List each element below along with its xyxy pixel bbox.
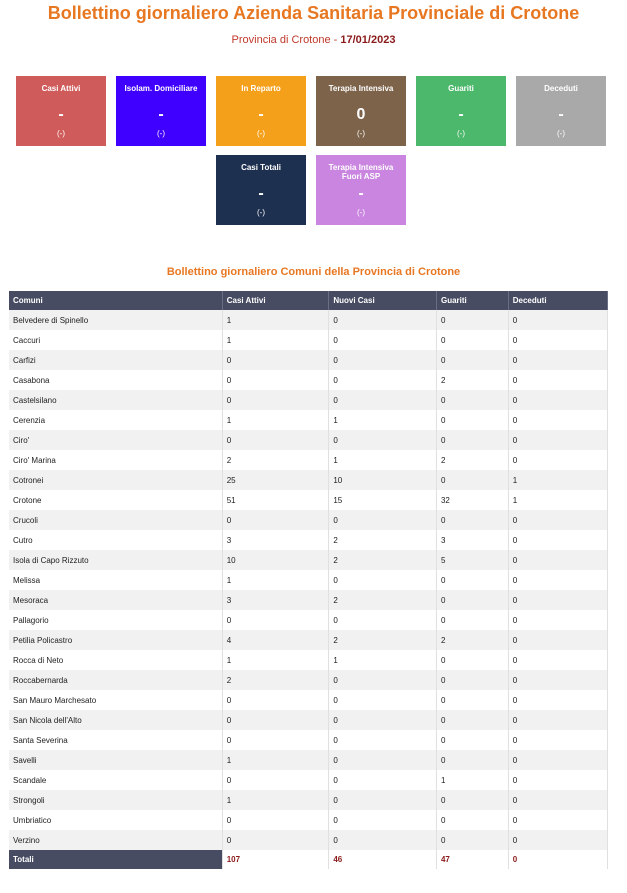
comune-name: Ciro' [9, 430, 222, 450]
deceduti-cell: 0 [508, 570, 607, 590]
summary-card [216, 155, 306, 225]
card-delta: (-) [157, 129, 165, 138]
table-row [9, 810, 608, 830]
summary-card [516, 76, 606, 146]
summary-card [16, 76, 106, 146]
comune-name: Rocca di Neto [9, 650, 222, 670]
nuovi-casi-cell: 0 [329, 790, 437, 810]
nuovi-casi-cell: 0 [329, 730, 437, 750]
subtitle-separator: - [330, 34, 341, 46]
table-row [9, 590, 608, 610]
total-casi-attivi: 107 [222, 850, 329, 869]
deceduti-cell: 0 [508, 590, 607, 610]
comune-name: Verzino [9, 830, 222, 850]
nuovi-casi-cell: 0 [329, 350, 437, 370]
page-title: Bollettino giornaliero Azienda Sanitaria Provinciale di Crotone [47, 3, 580, 23]
guariti-cell: 3 [436, 530, 508, 550]
province-label: Provincia di Crotone [231, 34, 331, 46]
nuovi-casi-cell: 1 [329, 650, 437, 670]
deceduti-cell: 0 [508, 550, 607, 570]
card-label: Casi Totali [241, 163, 281, 172]
deceduti-cell: 0 [508, 710, 607, 730]
card-label: Casi Attivi [41, 84, 81, 93]
deceduti-cell: 0 [508, 330, 607, 350]
bulletin-date: 17/01/2023 [340, 34, 396, 46]
table-row [9, 550, 608, 570]
casi-attivi-cell: 0 [222, 430, 329, 450]
casi-attivi-cell: 3 [222, 590, 329, 610]
comune-name: Crotone [9, 490, 222, 510]
guariti-cell: 0 [436, 670, 508, 690]
nuovi-casi-cell: 0 [329, 430, 437, 450]
casi-attivi-cell: 0 [222, 390, 329, 410]
column-header-casi-attivi: Casi Attivi [222, 291, 329, 310]
guariti-cell: 0 [436, 410, 508, 430]
card-label: Deceduti [544, 84, 578, 93]
card-value: - [58, 106, 64, 123]
card-value: - [558, 106, 564, 123]
table-row [9, 830, 608, 850]
card-delta: (-) [557, 129, 565, 138]
deceduti-cell: 0 [508, 630, 607, 650]
deceduti-cell: 0 [508, 690, 607, 710]
casi-attivi-cell: 4 [222, 630, 329, 650]
guariti-cell: 0 [436, 390, 508, 410]
casi-attivi-cell: 0 [222, 770, 329, 790]
guariti-cell: 0 [436, 830, 508, 850]
comune-name: Umbriatico [9, 810, 222, 830]
comune-name: Petilia Policastro [9, 630, 222, 650]
card-delta: (-) [257, 129, 265, 138]
deceduti-cell: 0 [508, 310, 607, 330]
nuovi-casi-cell: 1 [329, 410, 437, 430]
comune-name: Santa Severina [9, 730, 222, 750]
guariti-cell: 0 [436, 690, 508, 710]
table-header-row [9, 291, 608, 310]
casi-attivi-cell: 1 [222, 330, 329, 350]
comune-name: San Nicola dell'Alto [9, 710, 222, 730]
card-delta: (-) [57, 129, 65, 138]
deceduti-cell: 0 [508, 390, 607, 410]
summary-card [316, 76, 406, 146]
column-header-deceduti: Deceduti [508, 291, 607, 310]
table-row [9, 410, 608, 430]
deceduti-cell: 0 [508, 610, 607, 630]
card-delta: (-) [357, 129, 365, 138]
table-row [9, 570, 608, 590]
guariti-cell: 5 [436, 550, 508, 570]
summary-card [216, 76, 306, 146]
deceduti-cell: 1 [508, 470, 607, 490]
guariti-cell: 0 [436, 590, 508, 610]
table-row [9, 310, 608, 330]
deceduti-cell: 0 [508, 510, 607, 530]
comune-name: Savelli [9, 750, 222, 770]
casi-attivi-cell: 51 [222, 490, 329, 510]
comune-name: Caccuri [9, 330, 222, 350]
totals-row [9, 850, 608, 869]
table-row [9, 730, 608, 750]
table-row [9, 750, 608, 770]
comune-name: Castelsilano [9, 390, 222, 410]
table-row [9, 390, 608, 410]
deceduti-cell: 0 [508, 730, 607, 750]
card-delta: (-) [357, 208, 365, 217]
nuovi-casi-cell: 10 [329, 470, 437, 490]
casi-attivi-cell: 0 [222, 710, 329, 730]
table-row [9, 670, 608, 690]
card-value: - [158, 106, 164, 123]
guariti-cell: 0 [436, 570, 508, 590]
guariti-cell: 0 [436, 310, 508, 330]
column-header-guariti: Guariti [436, 291, 508, 310]
nuovi-casi-cell: 0 [329, 310, 437, 330]
column-header-comuni: Comuni [9, 291, 222, 310]
nuovi-casi-cell: 0 [329, 750, 437, 770]
card-value: - [258, 185, 264, 202]
casi-attivi-cell: 2 [222, 450, 329, 470]
card-label: Isolam. Domiciliare [124, 84, 198, 93]
section-title: Bollettino giornaliero Comuni della Provincia di Crotone [166, 266, 461, 278]
card-value: - [258, 106, 264, 123]
deceduti-cell: 0 [508, 810, 607, 830]
table-row [9, 790, 608, 810]
guariti-cell: 0 [436, 750, 508, 770]
comune-name: Strongoli [9, 790, 222, 810]
guariti-cell: 0 [436, 810, 508, 830]
casi-attivi-cell: 25 [222, 470, 329, 490]
comune-name: Belvedere di Spinello [9, 310, 222, 330]
comune-name: Ciro' Marina [9, 450, 222, 470]
card-delta: (-) [257, 208, 265, 217]
casi-attivi-cell: 0 [222, 610, 329, 630]
subtitle [0, 34, 627, 46]
deceduti-cell: 0 [508, 350, 607, 370]
nuovi-casi-cell: 0 [329, 330, 437, 350]
table-row [9, 770, 608, 790]
guariti-cell: 0 [436, 650, 508, 670]
deceduti-cell: 0 [508, 530, 607, 550]
casi-attivi-cell: 3 [222, 530, 329, 550]
casi-attivi-cell: 1 [222, 790, 329, 810]
comune-name: Melissa [9, 570, 222, 590]
casi-attivi-cell: 1 [222, 570, 329, 590]
casi-attivi-cell: 1 [222, 750, 329, 770]
casi-attivi-cell: 1 [222, 310, 329, 330]
guariti-cell: 0 [436, 350, 508, 370]
deceduti-cell: 0 [508, 410, 607, 430]
card-value: - [358, 185, 364, 202]
table-row [9, 630, 608, 650]
nuovi-casi-cell: 0 [329, 370, 437, 390]
guariti-cell: 2 [436, 450, 508, 470]
guariti-cell: 0 [436, 330, 508, 350]
nuovi-casi-cell: 0 [329, 510, 437, 530]
casi-attivi-cell: 0 [222, 690, 329, 710]
comune-name: Mesoraca [9, 590, 222, 610]
summary-card [116, 76, 206, 146]
comune-name: Cutro [9, 530, 222, 550]
table-row [9, 710, 608, 730]
nuovi-casi-cell: 2 [329, 530, 437, 550]
totals-label: Totali [9, 850, 222, 869]
nuovi-casi-cell: 0 [329, 610, 437, 630]
comune-name: Cotronei [9, 470, 222, 490]
deceduti-cell: 0 [508, 670, 607, 690]
casi-attivi-cell: 1 [222, 650, 329, 670]
nuovi-casi-cell: 0 [329, 690, 437, 710]
summary-card [416, 76, 506, 146]
card-value: 0 [356, 106, 366, 123]
card-delta: (-) [457, 129, 465, 138]
deceduti-cell: 0 [508, 830, 607, 850]
nuovi-casi-cell: 0 [329, 570, 437, 590]
deceduti-cell: 0 [508, 770, 607, 790]
comune-name: Scandale [9, 770, 222, 790]
deceduti-cell: 0 [508, 790, 607, 810]
comune-name: Crucoli [9, 510, 222, 530]
card-label: Guariti [448, 84, 474, 93]
comune-name: Roccabernarda [9, 670, 222, 690]
guariti-cell: 2 [436, 630, 508, 650]
guariti-cell: 0 [436, 710, 508, 730]
table-row [9, 650, 608, 670]
table-body [9, 310, 608, 850]
comune-name: Pallagorio [9, 610, 222, 630]
nuovi-casi-cell: 2 [329, 590, 437, 610]
comuni-table [9, 291, 608, 869]
casi-attivi-cell: 0 [222, 830, 329, 850]
casi-attivi-cell: 0 [222, 810, 329, 830]
total-guariti: 47 [436, 850, 508, 869]
table-row [9, 510, 608, 530]
casi-attivi-cell: 0 [222, 350, 329, 370]
comune-name: San Mauro Marchesato [9, 690, 222, 710]
casi-attivi-cell: 0 [222, 370, 329, 390]
table-row [9, 350, 608, 370]
deceduti-cell: 0 [508, 450, 607, 470]
nuovi-casi-cell: 0 [329, 390, 437, 410]
comune-name: Casabona [9, 370, 222, 390]
casi-attivi-cell: 10 [222, 550, 329, 570]
table-row [9, 370, 608, 390]
card-label: In Reparto [241, 84, 281, 93]
total-deceduti: 0 [508, 850, 607, 869]
comune-name: Carfizi [9, 350, 222, 370]
deceduti-cell: 0 [508, 430, 607, 450]
nuovi-casi-cell: 1 [329, 450, 437, 470]
comune-name: Isola di Capo Rizzuto [9, 550, 222, 570]
guariti-cell: 0 [436, 610, 508, 630]
nuovi-casi-cell: 0 [329, 670, 437, 690]
nuovi-casi-cell: 0 [329, 770, 437, 790]
card-label: Terapia Intensiva Fuori ASP [328, 163, 394, 181]
nuovi-casi-cell: 2 [329, 630, 437, 650]
nuovi-casi-cell: 0 [329, 830, 437, 850]
table-row [9, 490, 608, 510]
casi-attivi-cell: 2 [222, 670, 329, 690]
table-row [9, 610, 608, 630]
total-nuovi-casi: 46 [329, 850, 437, 869]
guariti-cell: 0 [436, 510, 508, 530]
table-row [9, 430, 608, 450]
card-value: - [458, 106, 464, 123]
casi-attivi-cell: 0 [222, 730, 329, 750]
deceduti-cell: 0 [508, 370, 607, 390]
column-header-nuovi-casi: Nuovi Casi [329, 291, 437, 310]
table-row [9, 330, 608, 350]
guariti-cell: 0 [436, 430, 508, 450]
guariti-cell: 32 [436, 490, 508, 510]
deceduti-cell: 0 [508, 650, 607, 670]
guariti-cell: 0 [436, 730, 508, 750]
nuovi-casi-cell: 0 [329, 810, 437, 830]
table-row [9, 470, 608, 490]
comune-name: Cerenzia [9, 410, 222, 430]
table-row [9, 530, 608, 550]
guariti-cell: 1 [436, 770, 508, 790]
deceduti-cell: 0 [508, 750, 607, 770]
nuovi-casi-cell: 15 [329, 490, 437, 510]
guariti-cell: 0 [436, 470, 508, 490]
guariti-cell: 0 [436, 790, 508, 810]
table-row [9, 690, 608, 710]
casi-attivi-cell: 1 [222, 410, 329, 430]
nuovi-casi-cell: 2 [329, 550, 437, 570]
card-label: Terapia Intensiva [328, 84, 394, 93]
guariti-cell: 2 [436, 370, 508, 390]
nuovi-casi-cell: 0 [329, 710, 437, 730]
casi-attivi-cell: 0 [222, 510, 329, 530]
table-row [9, 450, 608, 470]
summary-card [316, 155, 406, 225]
deceduti-cell: 1 [508, 490, 607, 510]
